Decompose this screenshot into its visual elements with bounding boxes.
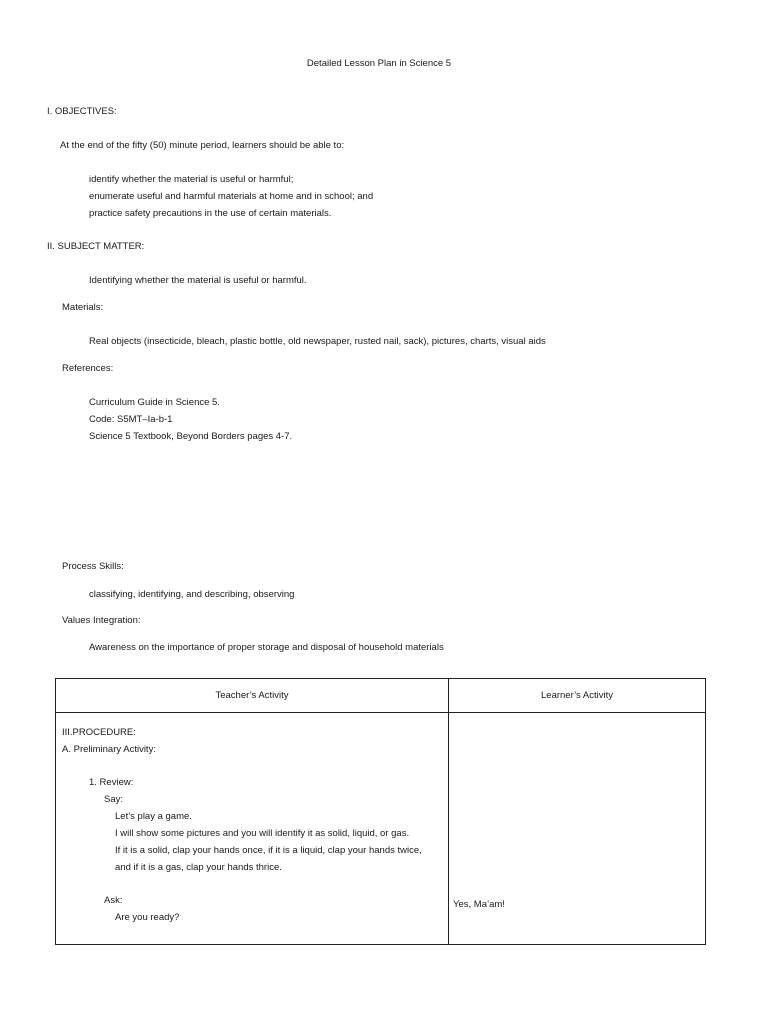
procedure-heading: III.PROCEDURE: (62, 727, 136, 738)
activity-table (55, 678, 706, 945)
say-label: Say: (104, 794, 124, 805)
ask-label: Ask: (104, 895, 123, 906)
materials-label: Materials: (62, 302, 104, 313)
learner-response: Yes, Ma’am! (453, 899, 505, 910)
reference-item: Science 5 Textbook, Beyond Borders pages 4-7. (89, 431, 293, 442)
page-title: Detailed Lesson Plan in Science 5 (306, 58, 452, 69)
values-integration-label: Values Integration: (62, 615, 141, 626)
objective-item: identify whether the material is useful or harmful; (89, 174, 294, 185)
say-line: Let’s play a game. (115, 811, 192, 822)
subject-topic: Identifying whether the material is useful or harmful. (89, 275, 307, 286)
learner-activity-header: Learner’s Activity (449, 679, 706, 713)
teacher-activity-header: Teacher’s Activity (56, 679, 449, 713)
table-header-row (56, 679, 706, 713)
objective-item: practice safety precautions in the use of certain materials. (89, 208, 332, 219)
table-row (56, 713, 706, 945)
values-integration-text: Awareness on the importance of proper storage and disposal of household materials (89, 642, 444, 653)
say-line: and if it is a gas, clap your hands thrice. (115, 862, 282, 873)
process-skills-text: classifying, identifying, and describing, observing (89, 589, 295, 600)
subject-matter-heading: II. SUBJECT MATTER: (47, 241, 145, 252)
teacher-activity-cell (56, 713, 449, 945)
reference-item: Code: S5MT–Ia-b-1 (89, 414, 173, 425)
process-skills-label: Process Skills: (62, 561, 124, 572)
learner-activity-cell (449, 713, 706, 945)
objectives-heading: I. OBJECTIVES: (47, 106, 117, 117)
objectives-intro: At the end of the fifty (50) minute period, learners should be able to: (60, 140, 345, 151)
ask-line: Are you ready? (115, 912, 180, 923)
say-line: I will show some pictures and you will identify it as solid, liquid, or gas. (115, 828, 410, 839)
say-line: If it is a solid, clap your hands once, if it is a liquid, clap your hands twice, (115, 845, 422, 856)
reference-item: Curriculum Guide in Science 5. (89, 397, 220, 408)
objective-item: enumerate useful and harmful materials at home and in school; and (89, 191, 374, 202)
review-item: 1. Review: (89, 777, 134, 788)
preliminary-activity-heading: A. Preliminary Activity: (62, 744, 156, 755)
references-label: References: (62, 363, 114, 374)
materials-text: Real objects (insecticide, bleach, plastic bottle, old newspaper, rusted nail, sack), pictures, charts, visual aids (89, 336, 546, 347)
